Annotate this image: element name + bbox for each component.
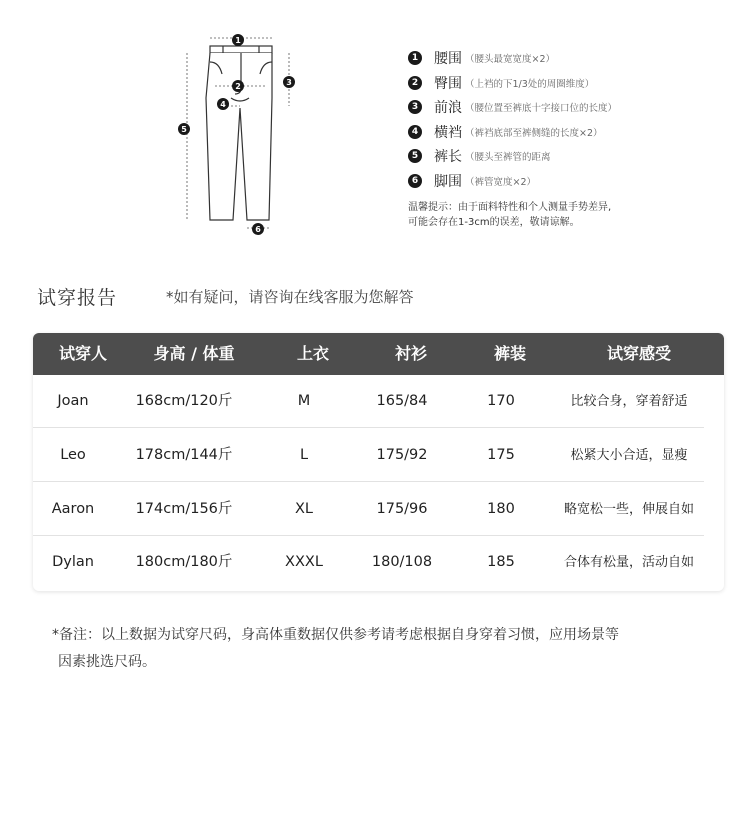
cell-shirt: 175/96 bbox=[376, 501, 428, 517]
section-subtitle: *如有疑问，请咨询在线客服为您解答 bbox=[166, 288, 414, 306]
cell-pants: 175 bbox=[487, 447, 515, 463]
column-header-feeling: 试穿感受 bbox=[606, 344, 672, 363]
marker-number: 5 bbox=[408, 149, 422, 163]
cell-tester: Leo bbox=[60, 447, 86, 463]
svg-text:5: 5 bbox=[181, 125, 187, 134]
cell-feeling: 比较合身，穿着舒适 bbox=[570, 394, 688, 409]
cell-shirt: 180/108 bbox=[371, 554, 433, 570]
marker-number: 2 bbox=[408, 76, 422, 90]
section-title: 试穿报告 bbox=[37, 287, 118, 309]
row-divider bbox=[33, 481, 704, 482]
marker-number: 1 bbox=[408, 51, 422, 65]
column-header-height-weight: 身高 / 体重 bbox=[153, 344, 235, 363]
tip-line: 温馨提示：由于面料特性和个人测量手势差异, bbox=[408, 202, 612, 213]
cell-top: L bbox=[299, 447, 309, 463]
cell-feeling: 松紧大小合适，显瘦 bbox=[570, 448, 688, 463]
cell-height-weight: 174cm/156斤 bbox=[135, 501, 233, 517]
svg-text:4: 4 bbox=[220, 100, 226, 109]
column-header-tester: 试穿人 bbox=[58, 344, 108, 363]
pants-measurement-diagram bbox=[165, 28, 305, 240]
legend-item-hem bbox=[408, 169, 738, 194]
legend-description: （腰头至裤管的距离 bbox=[465, 152, 551, 164]
cell-feeling: 略宽松一些，伸展自如 bbox=[563, 502, 695, 517]
measurement-tip bbox=[408, 200, 648, 230]
legend-item-waist bbox=[408, 46, 738, 71]
measurement-legend bbox=[408, 46, 738, 193]
row-divider bbox=[33, 427, 704, 428]
table-row bbox=[33, 375, 724, 428]
table-row bbox=[33, 483, 724, 536]
legend-label: 前浪 bbox=[434, 100, 462, 117]
cell-height-weight: 178cm/144斤 bbox=[135, 447, 233, 463]
legend-label: 臀围 bbox=[434, 75, 462, 92]
legend-description: （上裆的下1/3处的周圈维度） bbox=[465, 78, 595, 90]
footnote-line: 因素挑选尺码。 bbox=[58, 654, 156, 670]
cell-height-weight: 168cm/120斤 bbox=[135, 393, 233, 409]
legend-description: （腰头最宽宽度×2） bbox=[465, 54, 556, 66]
legend-item-front-rise bbox=[408, 95, 738, 120]
cell-tester: Aaron bbox=[51, 501, 95, 517]
table-header bbox=[33, 333, 724, 375]
cell-pants: 180 bbox=[487, 501, 515, 517]
legend-label: 腰围 bbox=[434, 51, 462, 68]
column-header-top: 上衣 bbox=[296, 344, 330, 363]
marker-number: 6 bbox=[408, 174, 422, 188]
cell-pants: 185 bbox=[487, 554, 515, 570]
legend-label: 裤长 bbox=[434, 149, 462, 166]
legend-description: （腰位置至裤底十字接口位的长度） bbox=[465, 103, 618, 115]
cell-top: XL bbox=[294, 501, 314, 517]
footnote-line: *备注：以上数据为试穿尺码，身高体重数据仅供参考请考虑根据自身穿着习惯，应用场景等 bbox=[52, 627, 619, 643]
marker-number: 3 bbox=[408, 100, 422, 114]
fitting-report-table bbox=[33, 333, 724, 591]
cell-tester: Dylan bbox=[52, 554, 94, 570]
cell-top: M bbox=[297, 393, 311, 409]
legend-description: （裤管宽度×2） bbox=[465, 176, 537, 188]
legend-item-length bbox=[408, 144, 738, 169]
legend-item-thigh bbox=[408, 120, 738, 145]
legend-description: （裤裆底部至裤侧缝的长度×2） bbox=[465, 127, 603, 139]
marker-number: 4 bbox=[408, 125, 422, 139]
table-row bbox=[33, 429, 724, 482]
legend-item-hip bbox=[408, 71, 738, 96]
cell-shirt: 165/84 bbox=[376, 393, 428, 409]
svg-text:2: 2 bbox=[235, 82, 241, 91]
cell-height-weight: 180cm/180斤 bbox=[135, 554, 233, 570]
table-row bbox=[33, 536, 724, 589]
cell-tester: Joan bbox=[57, 393, 89, 409]
cell-top: XXXL bbox=[285, 554, 323, 570]
legend-label: 脚围 bbox=[434, 173, 462, 190]
cell-pants: 170 bbox=[487, 393, 515, 409]
column-header-shirt: 衬衫 bbox=[394, 344, 428, 363]
svg-text:6: 6 bbox=[255, 225, 261, 234]
tip-line: 可能会存在1-3cm的误差，敬请谅解。 bbox=[408, 217, 580, 228]
svg-text:1: 1 bbox=[235, 36, 241, 45]
cell-feeling: 合体有松量，活动自如 bbox=[563, 555, 695, 570]
footnote bbox=[52, 622, 712, 676]
column-header-pants: 裤装 bbox=[493, 344, 527, 363]
cell-shirt: 175/92 bbox=[376, 447, 428, 463]
legend-label: 横裆 bbox=[434, 124, 462, 141]
svg-text:3: 3 bbox=[286, 78, 292, 87]
